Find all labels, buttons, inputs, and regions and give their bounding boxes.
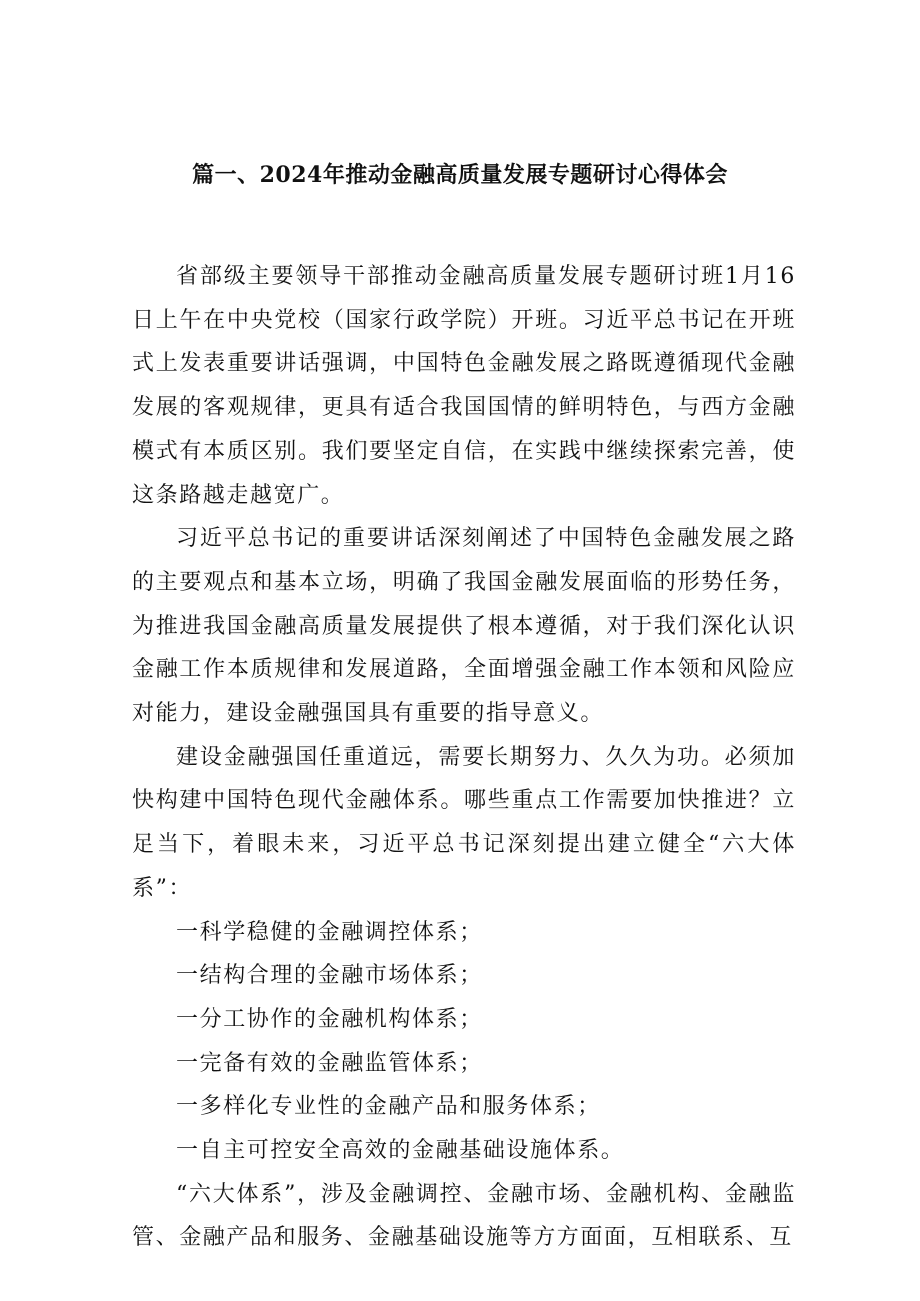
list-item: 一多样化专业性的金融产品和服务体系； xyxy=(176,1094,601,1120)
closing-paragraph: “六大体系”，涉及金融调控、金融市场、金融机构、金融监管、金融产品和服务、金融基础设施等方方面面，互相联系、互 xyxy=(132,1181,796,1251)
list-item: 一科学稳健的金融调控体系； xyxy=(176,919,483,945)
document-body xyxy=(132,255,796,1260)
list-item: 一结构合理的金融市场体系； xyxy=(176,963,483,989)
paragraph-2: 习近平总书记的重要讲话深刻阐述了中国特色金融发展之路的主要观点和基本立场，明确了我国金融发展面临的形势任务，为推进我国金融高质量发展提供了根本遵循，对于我们深化认识金融工作本质规律和发展道路，全面增强金融工作本领和风险应对能力，建设金融强国具有重要的指导意义。 xyxy=(132,526,796,727)
list-item: 一分工协作的金融机构体系； xyxy=(176,1006,483,1032)
list-item: 一自主可控安全高效的金融基础设施体系。 xyxy=(176,1138,625,1164)
paragraph-1: 省部级主要领导干部推动金融高质量发展专题研讨班1月16日上午在中央党校（国家行政学院）开班。习近平总书记在开班式上发表重要讲话强调，中国特色金融发展之路既遵循现代金融发展的客观规律，更具有适合我国国情的鲜明特色，与西方金融模式有本质区别。我们要坚定自信，在实践中继续探索完善，使这条路越走越宽广。 xyxy=(132,264,796,508)
six-systems-list xyxy=(132,911,796,1173)
document-title: 篇一、2024年推动金融高质量发展专题研讨心得体会 xyxy=(192,162,728,188)
paragraph-3: 建设金融强国任重道远，需要长期努力、久久为功。必须加快构建中国特色现代金融体系。哪些重点工作需要加快推进？立足当下，着眼未来，习近平总书记深刻提出建立健全“六大体系”： xyxy=(132,744,796,901)
list-item: 一完备有效的金融监管体系； xyxy=(176,1050,483,1076)
